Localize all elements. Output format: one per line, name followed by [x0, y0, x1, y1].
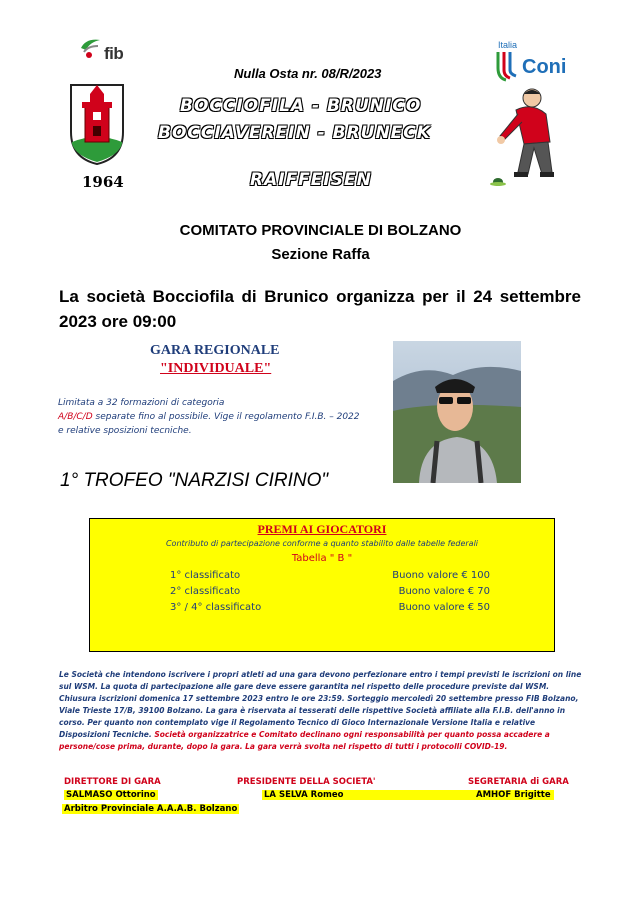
castle-tower-icon — [68, 82, 126, 166]
limit-line-3: e relative sposizioni tecniche. — [58, 426, 192, 436]
coni-text: Coni — [522, 56, 567, 78]
secretary-name: AMHOF Brigitte — [474, 790, 554, 800]
limit-line-2 — [58, 410, 388, 424]
trophy-title: 1° TROFEO "NARZISI CIRINO" — [60, 470, 329, 491]
director-role: Arbitro Provinciale A.A.A.B. Bolzano — [64, 804, 238, 814]
club-name-italian: BOCCIOFILA - BRUNICO — [180, 96, 422, 116]
prize-table-label: Tabella " B " — [291, 553, 353, 564]
liability-disclaimer: Società organizzatrice e Comitato declinano ogni responsabilità per quanto possa accadere a persone/cose prima, durante, dopo la gara. La gara verrà svolta nel rispetto di tutti i protocolli COVID-19. — [59, 730, 550, 751]
section-title: Sezione Raffa — [271, 246, 370, 263]
prize-row — [170, 586, 490, 597]
bocce-player-icon — [488, 84, 570, 188]
fib-swoosh-icon — [78, 34, 104, 60]
director-name: SALMASO Ottorino — [66, 790, 156, 800]
prize-row — [170, 602, 490, 613]
prize-place: 3° / 4° classificato — [170, 602, 262, 613]
coni-small-text: Italia — [498, 40, 518, 50]
club-name-german: BOCCIAVEREIN - BRUNECK — [158, 123, 431, 143]
coni-logo — [496, 40, 576, 82]
honoree-photo — [393, 341, 521, 483]
prize-subtitle: Contributo di partecipazione conforme a quanto stabilito dalle tabelle federali — [165, 539, 479, 548]
bocce-player-illustration — [488, 84, 570, 188]
fib-logo-text: fib — [104, 44, 124, 63]
prize-place: 2° classificato — [170, 586, 241, 597]
prize-value: Buono valore € 70 — [398, 586, 490, 597]
competition-format: "INDIVIDUALE" — [160, 361, 272, 376]
event-intro: La società Bocciofila di Brunico organizza per il 24 settembre 2023 ore 09:00 — [59, 287, 581, 331]
sponsor-name: RAIFFEISEN — [250, 170, 372, 190]
fib-logo — [78, 34, 140, 72]
prize-value: Buono valore € 50 — [398, 602, 490, 613]
prize-title: PREMI AI GIOCATORI — [257, 522, 387, 536]
president-name: LA SELVA Romeo — [262, 790, 478, 800]
registration-notes — [59, 669, 583, 753]
person-photo-icon — [393, 341, 521, 483]
prize-place: 1° classificato — [170, 570, 241, 581]
secretary-label: SEGRETARIA di GARA — [468, 777, 569, 787]
competition-limits — [58, 396, 388, 438]
limit-rules: separate fino al possibile. Vige il regolamento F.I.B. – 2022 — [92, 412, 360, 422]
director-label: DIRETTORE DI GARA — [64, 777, 161, 787]
registration-rules: Le Società che intendono iscrivere i propri atleti ad una gara devono perfezionare entro i tempi previsti le iscrizioni on line sul WSM. La quota di partecipazione alle gare deve essere garantita nel rispetto delle procedure previste dal WSM. Chiusura iscrizioni domenica 17 settembre 2023 entro le ore 23:59. Sorteggio mercoledì 20 settembre presso FIB Bolzano, Viale Trieste 17/B, 39100 Bolzano. La gara è riservata ai tesserati delle rispettive Società affiliate alla F.I.B. dell'anno in corso. Per quanto non contemplato vige il Regolamento Tecnico di Gioco Internazionale Versione Italia e relative Disposizioni Tecniche. — [59, 670, 582, 739]
brunico-crest — [68, 82, 126, 166]
limit-categories: A/B/C/D — [58, 412, 93, 422]
committee-title: COMITATO PROVINCIALE DI BOLZANO — [179, 222, 462, 239]
prize-value: Buono valore € 100 — [392, 570, 490, 581]
competition-type: GARA REGIONALE — [150, 343, 280, 358]
limit-line-1: Limitata a 32 formazioni di categoria — [58, 398, 225, 408]
prize-box — [89, 518, 555, 652]
president-label: PRESIDENTE DELLA SOCIETA' — [237, 777, 376, 787]
nulla-osta-number: Nulla Osta nr. 08/R/2023 — [234, 66, 382, 81]
founding-year: 1964 — [82, 173, 124, 191]
prize-row — [170, 570, 490, 581]
